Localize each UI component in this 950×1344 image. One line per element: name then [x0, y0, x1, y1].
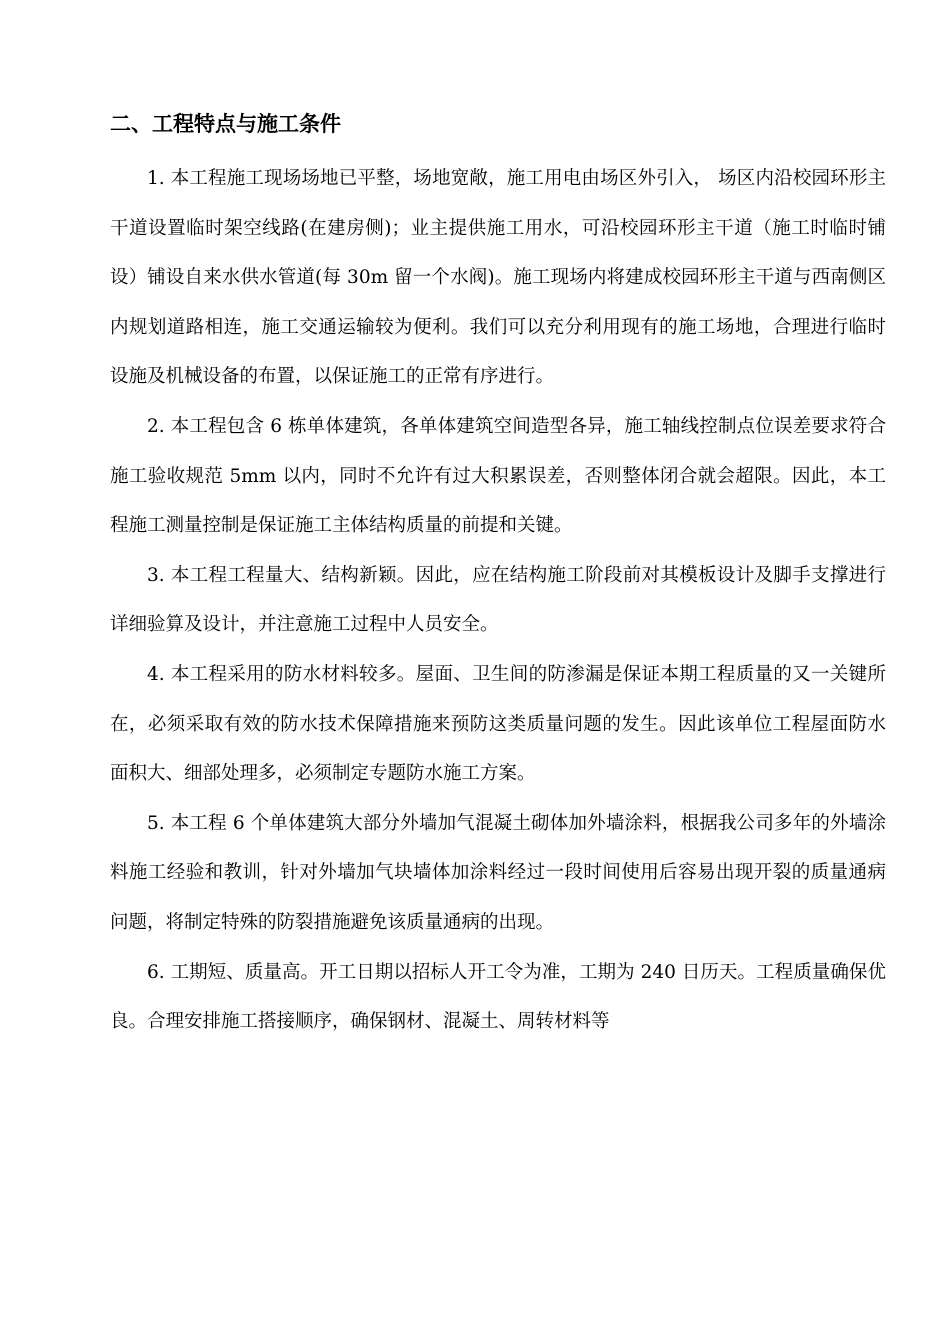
- paragraph-site-conditions: 1. 本工程施工现场场地已平整，场地宽敞，施工用电由场区外引入， 场区内沿校园环形主干道设置临时架空线路(在建房侧)；业主提供施工用水，可沿校园环形主干道（施工时临时铺设）铺设自来水供水管道(每 30m 留一个水阀)。施工现场内将建成校园环形主干道与西南侧区内规划道路相连，施工交通运输较为便利。我们可以充分利用现有的施工场地，合理进行临时设施及机械设备的布置，以保证施工的正常有序进行。: [110, 168, 886, 388]
- paragraph-survey-control: 2. 本工程包含 6 栋单体建筑，各单体建筑空间造型各异，施工轴线控制点位误差要求符合施工验收规范 5mm 以内，同时不允许有过大积累误差，否则整体闭合就会超限。因此，本工程施工测量控制是保证施工主体结构质量的前提和关键。: [110, 415, 886, 537]
- paragraph-waterproofing: 4. 本工程采用的防水材料较多。屋面、卫生间的防渗漏是保证本期工程质量的又一关键所在，必须采取有效的防水技术保障措施来预防这类质量问题的发生。因此该单位工程屋面防水面积大、细部处理多，必须制定专题防水施工方案。: [110, 663, 886, 785]
- paragraph-exterior-wall-coating: 5. 本工程 6 个单体建筑大部分外墙加气混凝土砌体加外墙涂料，根据我公司多年的外墙涂料施工经验和教训，针对外墙加气块墙体加涂料经过一段时间使用后容易出现开裂的质量通病问题，将制定特殊的防裂措施避免该质量通病的出现。: [110, 812, 886, 933]
- document-content: [110, 104, 886, 1047]
- paragraph-schedule-quality: 6. 工期短、质量高。开工日期以招标人开工令为准，工期为 240 日历天。工程质量确保优良。合理安排施工搭接顺序，确保钢材、混凝土、周转材料等: [110, 961, 886, 1033]
- paragraph-formwork-design: 3. 本工程工程量大、结构新颖。因此，应在结构施工阶段前对其模板设计及脚手支撑进行详细验算及设计，并注意施工过程中人员安全。: [110, 564, 886, 636]
- section-heading: 二、工程特点与施工条件: [110, 112, 341, 136]
